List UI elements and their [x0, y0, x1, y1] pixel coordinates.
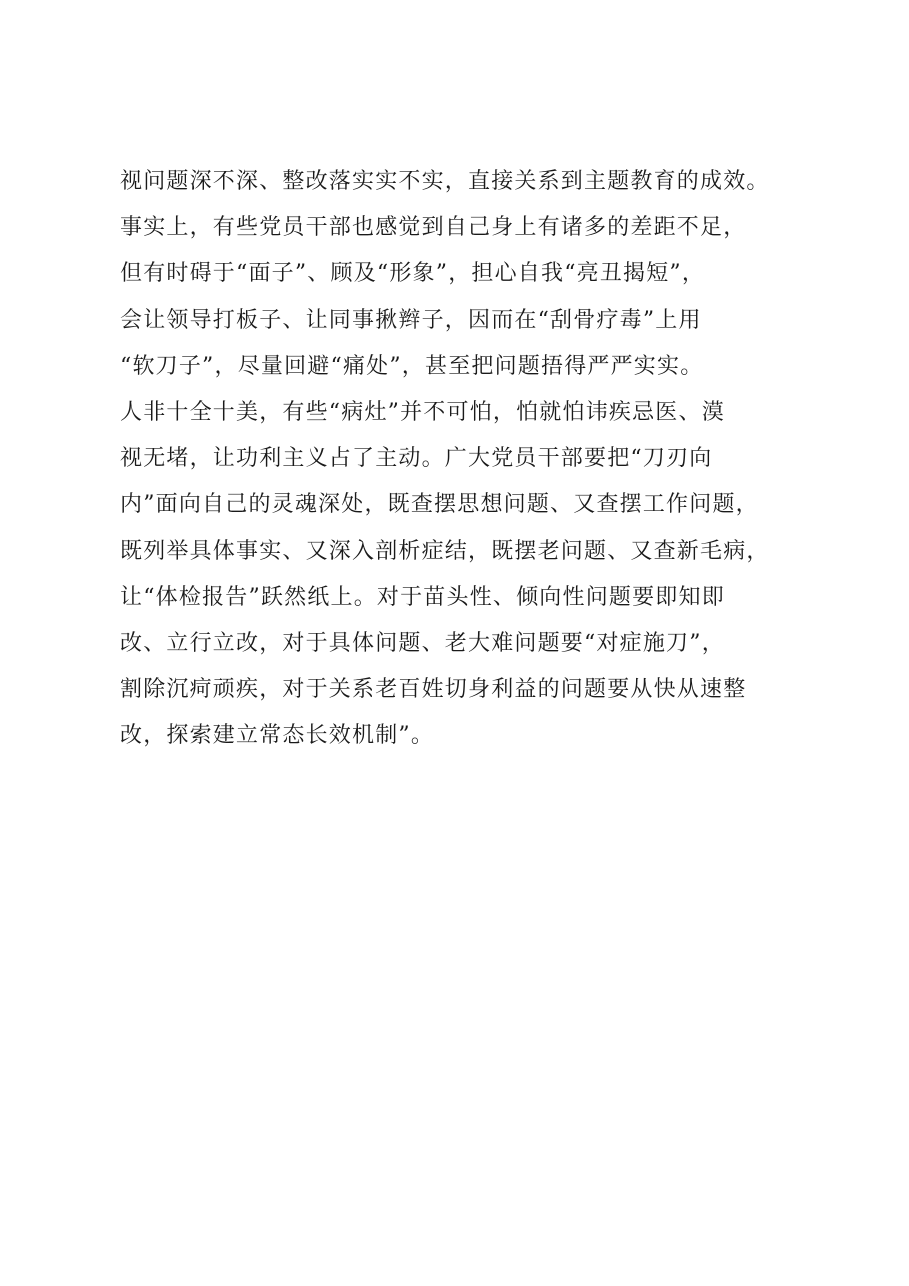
text-line: 事实上，有些党员干部也感觉到自己身上有诸多的差距不足， [120, 215, 747, 241]
text-line: 让“体检报告”跃然纸上。对于苗头性、倾向性问题要即知即 [120, 584, 725, 610]
text-line: 改，探索建立常态长效机制”。 [120, 723, 435, 749]
text-line: 改、立行立改，对于具体问题、老大难问题要“对症施刀”， [120, 630, 725, 656]
body-paragraph [120, 159, 820, 759]
text-line: “软刀子”，尽量回避“痛处”，甚至把问题捂得严严实实。 [120, 353, 704, 379]
text-line: 视问题深不深、整改落实实不实，直接关系到主题教育的成效。 [120, 169, 770, 194]
text-line: 既列举具体事实、又深入剖析症结，既摆老问题、又查新毛病， [120, 538, 770, 564]
text-line: 人非十全十美，有些“病灶”并不可怕，怕就怕讳疾忌医、漠 [120, 399, 725, 425]
text-line: 内”面向自己的灵魂深处，既查摆思想问题、又查摆工作问题， [120, 492, 759, 518]
text-line: 视无堵，让功利主义占了主动。广大党员干部要把“刀刃向 [120, 446, 713, 472]
text-line: 但有时碍于“面子”、顾及“形象”，担心自我“亮丑揭短”， [120, 261, 706, 287]
text-line: 割除沉疴顽疾，对于关系老百姓切身利益的问题要从快从速整 [120, 677, 747, 703]
text-line: 会让领导打板子、让同事揪辫子，因而在“刮骨疗毒”上用 [120, 307, 702, 333]
